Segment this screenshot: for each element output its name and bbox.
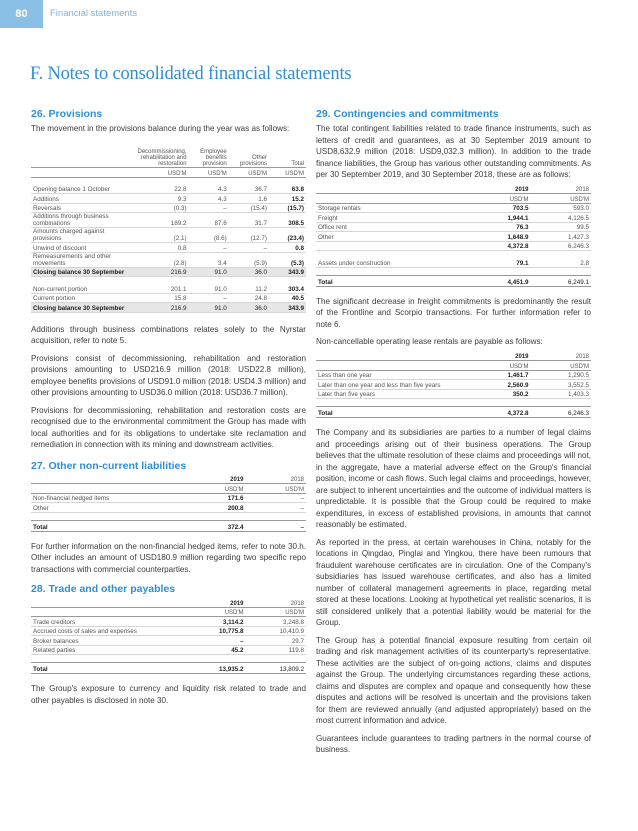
provisions-para: Additions through business combinations relates solely to the Nyrstar acquisition, refer to note 5. bbox=[31, 324, 306, 345]
provisions-para: Provisions consist of decommissioning, rehabilitation and restoration provisions amounting to USD216.9 million (2018: USD22.8 million), employee benefits provisions of USD91.0 million (2018: USD4.3 million) and other provisions amounting to USD36.0 million (2018: USD36.7 million). bbox=[31, 353, 306, 397]
contingencies-para: Guarantees include guarantees to trading partners in the normal course of business. bbox=[316, 733, 591, 754]
total-row: Total 372.4 – bbox=[31, 520, 306, 531]
table-row: Storage rentals 703.5 593.0 bbox=[318, 205, 589, 212]
table-row: Current portion 15.8 – 24.8 40.5 bbox=[33, 295, 304, 302]
total-row: Total 4,451.9 6,249.1 bbox=[316, 275, 591, 286]
payables-para: The Group's exposure to currency and liquidity risk related to trade and other payables is disclosed in note 30. bbox=[31, 684, 306, 705]
unit-label: USD'M bbox=[189, 168, 229, 178]
noncurrent-heading: 27. Other non-current liabilities bbox=[31, 459, 187, 472]
provisions-intro: The movement in the provisions balance during the year was as follows: bbox=[31, 124, 290, 133]
table-row: Less than one year 1,461.7 1,290.5 bbox=[318, 372, 589, 379]
table-row: Accrued costs of sales and expenses 10,775.8 10,410.9 bbox=[33, 628, 304, 635]
table-row: Trade creditors 3,114.2 3,248.8 bbox=[33, 618, 304, 626]
table-row: Office rent 76.3 99.5 bbox=[318, 224, 589, 231]
table-row: Later than one year and less than five years 2,560.9 3,552.5 bbox=[318, 381, 589, 389]
page-title: F. Notes to consolidated financial statements bbox=[30, 64, 352, 84]
lease-table: 2019 2018 USD'M USD'M Less than one year 1,461.7 1,290.5 Later than one year and less than five years 2,560.9 3,552.5 Later than five years 350.2 1,403.3 Total 4,372.8 6,246.3 bbox=[318, 354, 589, 417]
col-header: Employee benefits provision bbox=[200, 149, 227, 167]
table-row: Remeasurements and other movements (2.8) 3.4 (5.9) (5.3) bbox=[33, 252, 304, 267]
contingencies-para: As reported in the press, at certain warehouses in China, notably for the locations in Qingdao, Pinglai and Yingkou, there have been rumours that fraudulent warehouse certificates are in circulation. One of the Company's subsidiaries has issued warehouse certificates, and also has a limited number of collateral management agreements in place, regarding metal stored at these locations. Looking at hypothetical yet realistic scenarios, it is still considered unlikely that a potential liability would be material for the Group. bbox=[316, 537, 591, 627]
table-row: Closing balance 30 September 216.9 91.0 36.0 343.9 bbox=[33, 304, 304, 312]
payables-table: 2019 2018 USD'M USD'M Trade creditors 3,114.2 3,248.8 Accrued costs of sales and expenses 10,775.8 10,410.9 Broker balances – 29.7 Related parties 45.2 119.8 Total 13,935.2 13,809.2 bbox=[33, 600, 304, 673]
left-column bbox=[31, 108, 306, 712]
col-header: Total bbox=[291, 161, 304, 167]
table-row: Closing balance 30 September 216.9 91.0 36.0 343.9 bbox=[33, 269, 304, 276]
table-row: Additions 9.3 4.3 1.6 15.2 bbox=[33, 195, 304, 203]
table-row: Reversals (0.3) – (15.4) (15.7) bbox=[33, 205, 304, 212]
unit-label: USD'M bbox=[229, 168, 269, 178]
table-row: Non-financial hedged items 171.6 – bbox=[33, 495, 304, 502]
col-header: Other provisions bbox=[240, 155, 268, 167]
table-row: Amounts charged against provisions (2.1) (8.6) (12.7) (23.4) bbox=[33, 228, 304, 242]
contingencies-heading: 29. Contingencies and commitments bbox=[316, 108, 499, 120]
total-row: Total 4,372.8 6,246.3 bbox=[316, 407, 591, 418]
contingencies-para: The Company and its subsidiaries are parties to a number of legal claims and proceedings arising out of their business operations. The Group believes that the ultimate resolution of these claims and proceedings will not, in the aggregate, have a material adverse effect on the Group's financial position, income or cash flows. Such legal claims and proceedings, however, are subject to inherent uncertainties and the outcome of individual matters is unpredictable. It is possible that the Group could be required to make expenditures, in excess of established provisions, in amounts that cannot reasonably be estimated. bbox=[316, 428, 591, 529]
table-row: Broker balances – 29.7 bbox=[33, 637, 304, 645]
noncurrent-table: 2019 2018 USD'M USD'M Non-financial hedged items 171.6 – Other 200.8 – Total 372.4 – bbox=[33, 477, 304, 531]
subtotal-row: 4,372.8 6,246.3 bbox=[316, 241, 591, 251]
page-number: 80 bbox=[0, 0, 43, 28]
provisions-heading: 26. Provisions bbox=[31, 108, 103, 120]
provisions-table bbox=[31, 138, 306, 313]
noncurrent-para: For further information on the non-financial hedged items, refer to note 30.h. Other includes an amount of USD180.9 million regarding two specific repo transactions with commercial counterparties. bbox=[31, 541, 306, 574]
col-header: Decommissioning, rehabilitation and restoration bbox=[137, 149, 187, 167]
unit-label: USD'M bbox=[269, 168, 306, 178]
table-row: Opening balance 1 October 22.8 4.3 36.7 63.8 bbox=[33, 186, 304, 193]
running-header: Financial statements bbox=[50, 8, 138, 19]
table-row: Other 1,648.9 1,427.3 bbox=[318, 233, 589, 241]
commitments-table: 2019 2018 USD'M USD'M Storage rentals 703.5 593.0 Freight 1,944.1 4,126.5 Office rent 76.3 99.5 Other 1,648.9 1,427.3 4,372.8 6,246.3 Assets under construction 79.1 2.8 Total 4,451.9 6,249.1 bbox=[318, 187, 589, 286]
table-row: Related parties 45.2 119.8 bbox=[33, 647, 304, 654]
payables-heading: 28. Trade and other payables bbox=[31, 583, 176, 595]
contingencies-para: Non-cancellable operating lease rentals are payable as follows: bbox=[316, 337, 543, 346]
right-column bbox=[316, 108, 591, 762]
table-row: Additions through business combinations 189.2 87.6 31.7 308.5 bbox=[33, 213, 304, 227]
unit-label: USD'M bbox=[136, 168, 189, 178]
table-row: Other 200.8 – bbox=[33, 504, 304, 512]
table-row: Freight 1,944.1 4,126.5 bbox=[318, 214, 589, 222]
table-row: Unwind of discount 0.8 – – 0.8 bbox=[33, 244, 304, 252]
table-row: Non-current portion 201.1 91.0 11.2 303.4 bbox=[33, 285, 304, 293]
total-row: Total 13,935.2 13,809.2 bbox=[31, 663, 306, 674]
contingencies-para: The significant decrease in freight commitments is predominantly the result of the Frontline and Scorpio transactions. For further information refer to note 6. bbox=[316, 296, 591, 329]
contingencies-para: The total contingent liabilities related to trade finance instruments, such as letters of credit and guarantees, as at 30 September 2019 amount to USD8,632.9 million (2018: USD9,032.3 million). In addition to the trade finance liabilities, the Group has various other outstanding commitments. As per 30 September 2019, and 30 September 2018, these are as follows: bbox=[316, 124, 591, 179]
contingencies-para: The Group has a potential financial exposure resulting from certain oil trading and risk management activities of its counterparty's representative. These activities are the subject of on-going actions, claims and disputes against the Group. The underlying circumstances regarding these actions, claims and disputes are complex and opaque and consequently how these disputes and actions will be resolved is uncertain and the provisions taken for them are reviewed annually (and adjusted appropriately) based on the most current information and advice. bbox=[316, 635, 591, 725]
table-row: Assets under construction 79.1 2.8 bbox=[318, 259, 589, 267]
table-row: Later than five years 350.2 1,403.3 bbox=[318, 391, 589, 398]
provisions-para: Provisions for decommissioning, rehabilitation and restoration costs are recognised due to the environmental commitment the Group has made with local authorities and for its obligations to undertake site reclamation and remediation in connection with its mining and downstream activities. bbox=[31, 405, 306, 449]
